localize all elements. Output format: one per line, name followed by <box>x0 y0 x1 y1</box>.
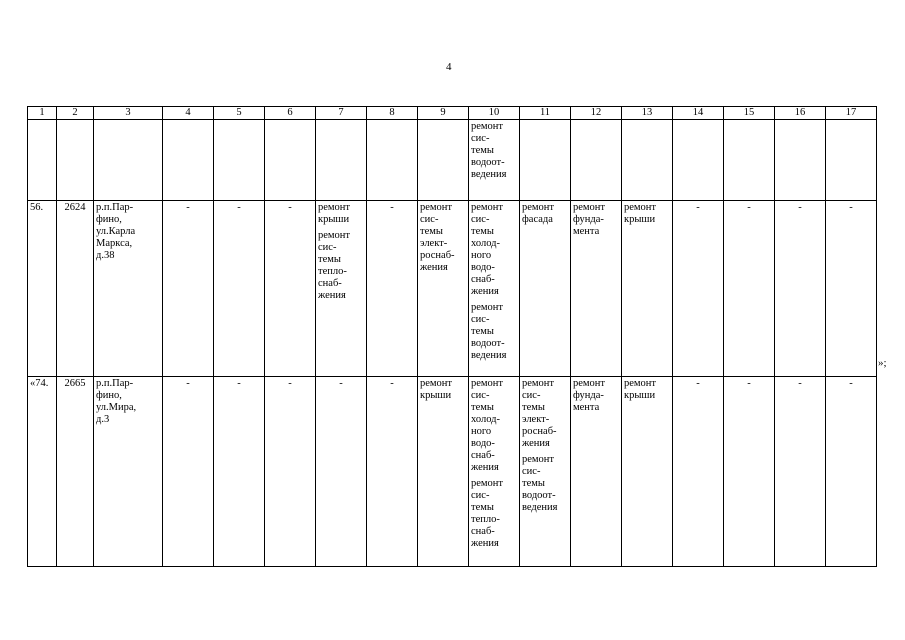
cell-row56-c16: - <box>775 201 826 377</box>
cell-row56-c6: - <box>265 201 316 377</box>
cell-row74-addr: р.п.Пар- фино, ул.Мира, д.3 <box>94 377 163 567</box>
work-item: ремонт сис- темы водоот- ведения <box>522 454 558 513</box>
header-col-17: 17 <box>826 107 877 120</box>
work-item: ремонт крыши <box>624 378 657 401</box>
cell-row74-c15: - <box>724 377 775 567</box>
cell-row74-c11 <box>520 377 571 567</box>
work-item: ремонт сис- темы тепло- снаб- жения <box>318 230 351 301</box>
header-col-10: 10 <box>469 107 520 120</box>
header-col-13: 13 <box>622 107 673 120</box>
cell-row56-addr: р.п.Пар- фино, ул.Карла Маркса, д.38 <box>94 201 163 377</box>
header-col-14: 14 <box>673 107 724 120</box>
cell-row56-c10 <box>469 201 520 377</box>
cell-row74-code: 2665 <box>57 377 94 567</box>
work-item: ремонт сис- темы холод- ного водо- снаб- жения <box>471 378 504 473</box>
header-col-15: 15 <box>724 107 775 120</box>
header-row <box>28 107 877 120</box>
header-col-5: 5 <box>214 107 265 120</box>
cell-row56-c13 <box>622 201 673 377</box>
cell-row74-c12 <box>571 377 622 567</box>
cell-row74-c5: - <box>214 377 265 567</box>
cell-row56-c5: - <box>214 201 265 377</box>
cell-row56-c9 <box>418 201 469 377</box>
cell-row56-c8: - <box>367 201 418 377</box>
work-item: ремонт крыши <box>420 378 453 401</box>
cell-row56-code: 2624 <box>57 201 94 377</box>
header-col-16: 16 <box>775 107 826 120</box>
work-item: ремонт сис- темы элект- роснаб- жения <box>420 202 455 273</box>
closing-quote: »; <box>878 357 887 369</box>
header-col-6: 6 <box>265 107 316 120</box>
cell-row74-c6: - <box>265 377 316 567</box>
cell-row74-c17: - <box>826 377 877 567</box>
cell-row74-c13 <box>622 377 673 567</box>
cell-cont-c10 <box>469 120 520 201</box>
cell-row74-c4: - <box>163 377 214 567</box>
work-item: ремонт фунда- мента <box>573 378 606 413</box>
cell-row56-c17: - <box>826 201 877 377</box>
work-item: ремонт сис- темы элект- роснаб- жения <box>522 378 557 449</box>
work-item: ремонт сис- темы водоот- ведения <box>471 121 507 180</box>
work-item: ремонт крыши <box>318 202 351 225</box>
work-item: ремонт сис- темы холод- ного водо- снаб- жения <box>471 202 504 297</box>
cell-row56-c12 <box>571 201 622 377</box>
table-row-continuation <box>28 120 877 201</box>
work-item: ремонт крыши <box>624 202 657 225</box>
cell-row56-c14: - <box>673 201 724 377</box>
cell-row74-c9 <box>418 377 469 567</box>
cell-row56-num: 56. <box>28 201 57 377</box>
header-col-1: 1 <box>28 107 57 120</box>
cell-row74-c7: - <box>316 377 367 567</box>
work-item: ремонт сис- темы тепло- снаб- жения <box>471 478 504 549</box>
table-row-56 <box>28 201 877 377</box>
work-item: ремонт сис- темы водоот- ведения <box>471 302 507 361</box>
table-row-74 <box>28 377 877 567</box>
cell-row74-c10 <box>469 377 520 567</box>
works-table <box>27 106 877 567</box>
work-item: ремонт фунда- мента <box>573 202 606 237</box>
cell-row56-c7 <box>316 201 367 377</box>
cell-row74-c16: - <box>775 377 826 567</box>
work-item: ремонт фасада <box>522 202 555 225</box>
header-col-4: 4 <box>163 107 214 120</box>
page-number: 4 <box>446 61 452 73</box>
header-col-7: 7 <box>316 107 367 120</box>
cell-row74-c14: - <box>673 377 724 567</box>
cell-row56-c11 <box>520 201 571 377</box>
header-col-2: 2 <box>57 107 94 120</box>
header-col-3: 3 <box>94 107 163 120</box>
cell-row56-c15: - <box>724 201 775 377</box>
header-col-9: 9 <box>418 107 469 120</box>
cell-row56-c4: - <box>163 201 214 377</box>
cell-row74-num: «74. <box>28 377 57 567</box>
cell-row74-c8: - <box>367 377 418 567</box>
header-col-11: 11 <box>520 107 571 120</box>
header-col-8: 8 <box>367 107 418 120</box>
header-col-12: 12 <box>571 107 622 120</box>
